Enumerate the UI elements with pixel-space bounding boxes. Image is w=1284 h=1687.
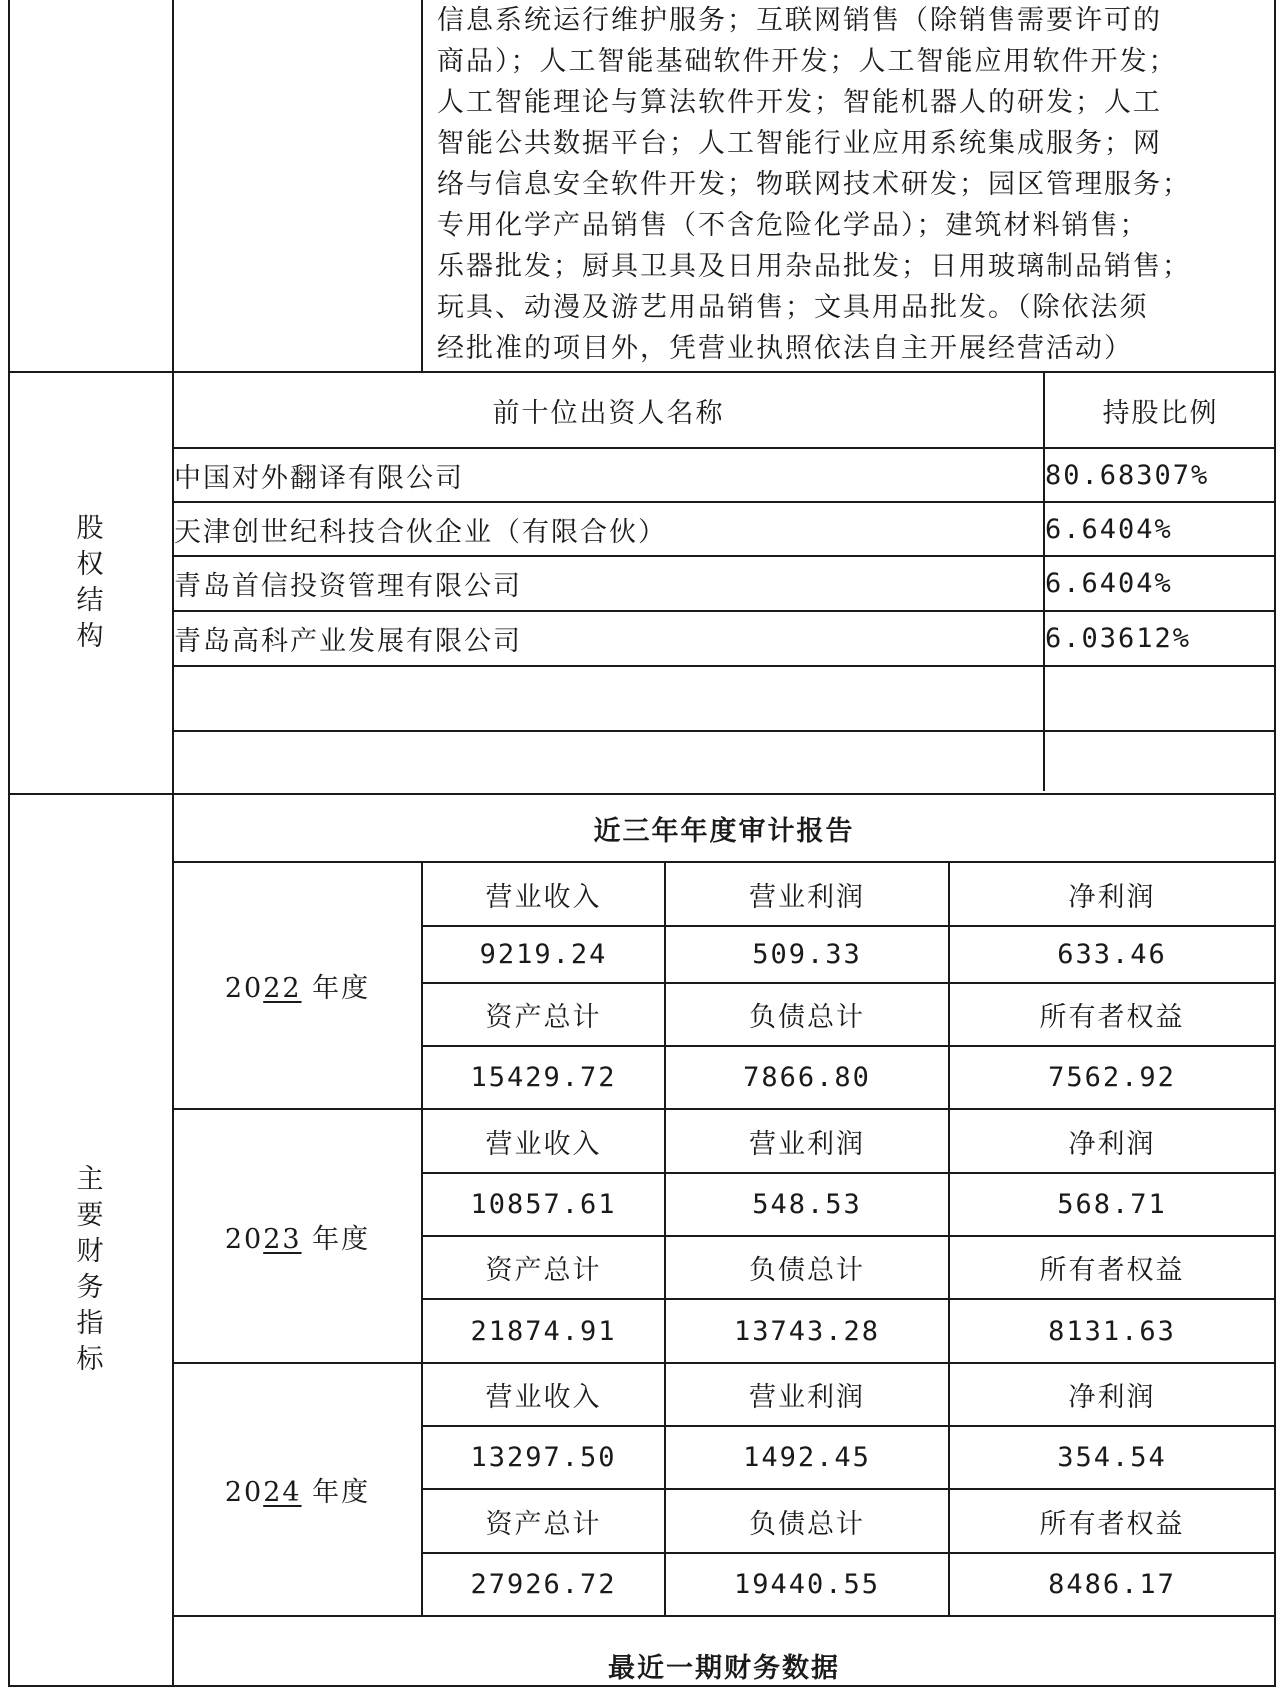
- audit-title-row: [9, 794, 1275, 862]
- label-total-liabilities: 负债总计: [665, 983, 949, 1046]
- business-scope-text: [423, 0, 1274, 371]
- scope-line: 经批准的项目外，凭营业执照依法自主开展经营活动）: [437, 333, 1133, 364]
- value-net-profit: 633.46: [949, 926, 1275, 983]
- year-prefix: 20: [224, 1477, 264, 1508]
- year-digits: 23: [263, 1223, 302, 1255]
- financial-label-row: [9, 1109, 1275, 1173]
- label-char: 要: [76, 1200, 106, 1231]
- value-revenue: 9219.24: [422, 926, 665, 983]
- shareholder-ratio: 6.6404%: [1044, 556, 1276, 611]
- scope-line: 络与信息安全软件开发；物联网技术研发；园区管理服务；: [437, 169, 1191, 200]
- label-total-assets: 资产总计: [422, 1236, 665, 1299]
- value-net-profit: 568.71: [949, 1173, 1275, 1236]
- equity-table-cell: [173, 372, 1275, 794]
- equity-structure-label: [9, 372, 173, 794]
- shareholder-ratio: 6.03612%: [1044, 611, 1276, 666]
- shareholder-ratio-header: 持股比例: [1044, 373, 1276, 448]
- value-operating-profit: 509.33: [665, 926, 949, 983]
- year-prefix: 20: [224, 973, 264, 1004]
- year-label-2024: [173, 1363, 422, 1616]
- label-char: 主: [76, 1164, 106, 1195]
- shareholder-row: [174, 611, 1276, 666]
- equity-structure-row: [9, 372, 1275, 794]
- scope-line: 专用化学产品销售（不含危险化学品）；建筑材料销售；: [437, 210, 1149, 241]
- shareholder-name: 天津创世纪科技合伙企业（有限合伙）: [174, 502, 1044, 556]
- shareholder-table: [174, 373, 1276, 791]
- shareholder-row: [174, 502, 1276, 556]
- label-owners-equity: 所有者权益: [949, 983, 1275, 1046]
- label-char: 股: [76, 513, 106, 544]
- label-total-assets: 资产总计: [422, 983, 665, 1046]
- label-total-liabilities: 负债总计: [665, 1489, 949, 1553]
- financial-indicators-label: [9, 794, 173, 1686]
- label-net-profit: 净利润: [949, 1363, 1275, 1426]
- value-revenue: 10857.61: [422, 1173, 665, 1236]
- label-char: 财: [76, 1236, 106, 1267]
- value-total-assets: 27926.72: [422, 1553, 665, 1616]
- shareholder-ratio: 80.68307%: [1044, 448, 1276, 502]
- value-total-liabilities: 7866.80: [665, 1046, 949, 1109]
- shareholder-row-empty: [174, 731, 1276, 791]
- shareholder-ratio: 6.6404%: [1044, 502, 1276, 556]
- year-digits: 22: [263, 973, 302, 1004]
- label-revenue: 营业收入: [422, 1363, 665, 1426]
- shareholder-ratio: [1044, 666, 1276, 731]
- business-scope-spacer-cell: [173, 0, 422, 372]
- value-operating-profit: 1492.45: [665, 1426, 949, 1489]
- latest-period-title-row: [9, 1616, 1275, 1686]
- value-operating-profit: 548.53: [665, 1173, 949, 1236]
- label-net-profit: 净利润: [949, 862, 1275, 926]
- value-total-liabilities: 13743.28: [665, 1299, 949, 1363]
- business-scope-row: [9, 0, 1275, 372]
- shareholder-row: [174, 448, 1276, 502]
- shareholder-row-empty: [174, 666, 1276, 731]
- label-revenue: 营业收入: [422, 862, 665, 926]
- year-label-2023: [173, 1109, 422, 1363]
- label-operating-profit: 营业利润: [665, 1109, 949, 1173]
- label-revenue: 营业收入: [422, 1109, 665, 1173]
- label-operating-profit: 营业利润: [665, 862, 949, 926]
- value-total-assets: 15429.72: [422, 1046, 665, 1109]
- financial-label-row: [9, 1363, 1275, 1426]
- label-total-assets: 资产总计: [422, 1489, 665, 1553]
- shareholder-name: [174, 666, 1044, 731]
- label-total-liabilities: 负债总计: [665, 1236, 949, 1299]
- year-digits: 24: [263, 1477, 302, 1508]
- scope-line: 智能公共数据平台；人工智能行业应用系统集成服务；网: [437, 128, 1162, 159]
- business-scope-cell: [422, 0, 1275, 372]
- shareholder-name: [174, 731, 1044, 791]
- shareholder-name: 青岛首信投资管理有限公司: [174, 556, 1044, 611]
- scope-line: 玩具、动漫及游艺用品销售；文具用品批发。（除依法须: [437, 292, 1149, 323]
- value-owners-equity: 8131.63: [949, 1299, 1275, 1363]
- scope-line: 乐器批发；厨具卫具及日用杂品批发；日用玻璃制品销售；: [437, 251, 1191, 282]
- shareholder-row: [174, 556, 1276, 611]
- label-net-profit: 净利润: [949, 1109, 1275, 1173]
- value-owners-equity: 7562.92: [949, 1046, 1275, 1109]
- label-operating-profit: 营业利润: [665, 1363, 949, 1426]
- company-info-table: [8, 0, 1276, 1687]
- shareholder-header-row: [174, 373, 1276, 448]
- scope-line: 商品）；人工智能基础软件开发；人工智能应用软件开发；: [437, 46, 1178, 77]
- year-prefix: 20: [224, 1223, 264, 1255]
- shareholder-ratio: [1044, 731, 1276, 791]
- label-owners-equity: 所有者权益: [949, 1236, 1275, 1299]
- year-suffix: 年度: [312, 973, 371, 1004]
- scope-line: 人工智能理论与算法软件开发；智能机器人的研发；人工: [437, 87, 1162, 118]
- business-scope-label-cell: [9, 0, 173, 372]
- label-char: 务: [76, 1272, 106, 1303]
- value-net-profit: 354.54: [949, 1426, 1275, 1489]
- shareholder-name: 青岛高科产业发展有限公司: [174, 611, 1044, 666]
- value-total-liabilities: 19440.55: [665, 1553, 949, 1616]
- value-owners-equity: 8486.17: [949, 1553, 1275, 1616]
- value-total-assets: 21874.91: [422, 1299, 665, 1363]
- label-char: 指: [76, 1308, 106, 1339]
- label-char: 标: [76, 1344, 106, 1375]
- label-owners-equity: 所有者权益: [949, 1489, 1275, 1553]
- label-char: 构: [76, 621, 106, 652]
- label-char: 结: [76, 585, 106, 616]
- year-suffix: 年度: [312, 1223, 371, 1255]
- label-char: 权: [76, 549, 106, 580]
- financial-label-row: [9, 862, 1275, 926]
- value-revenue: 13297.50: [422, 1426, 665, 1489]
- year-label-2022: [173, 862, 422, 1109]
- shareholder-name-header: 前十位出资人名称: [174, 373, 1044, 448]
- latest-financial-title: 最近一期财务数据: [173, 1616, 1275, 1686]
- year-suffix: 年度: [312, 1477, 371, 1508]
- shareholder-name: 中国对外翻译有限公司: [174, 448, 1044, 502]
- audit-report-title: 近三年年度审计报告: [173, 794, 1275, 862]
- scope-line: 信息系统运行维护服务；互联网销售（除销售需要许可的: [437, 5, 1162, 36]
